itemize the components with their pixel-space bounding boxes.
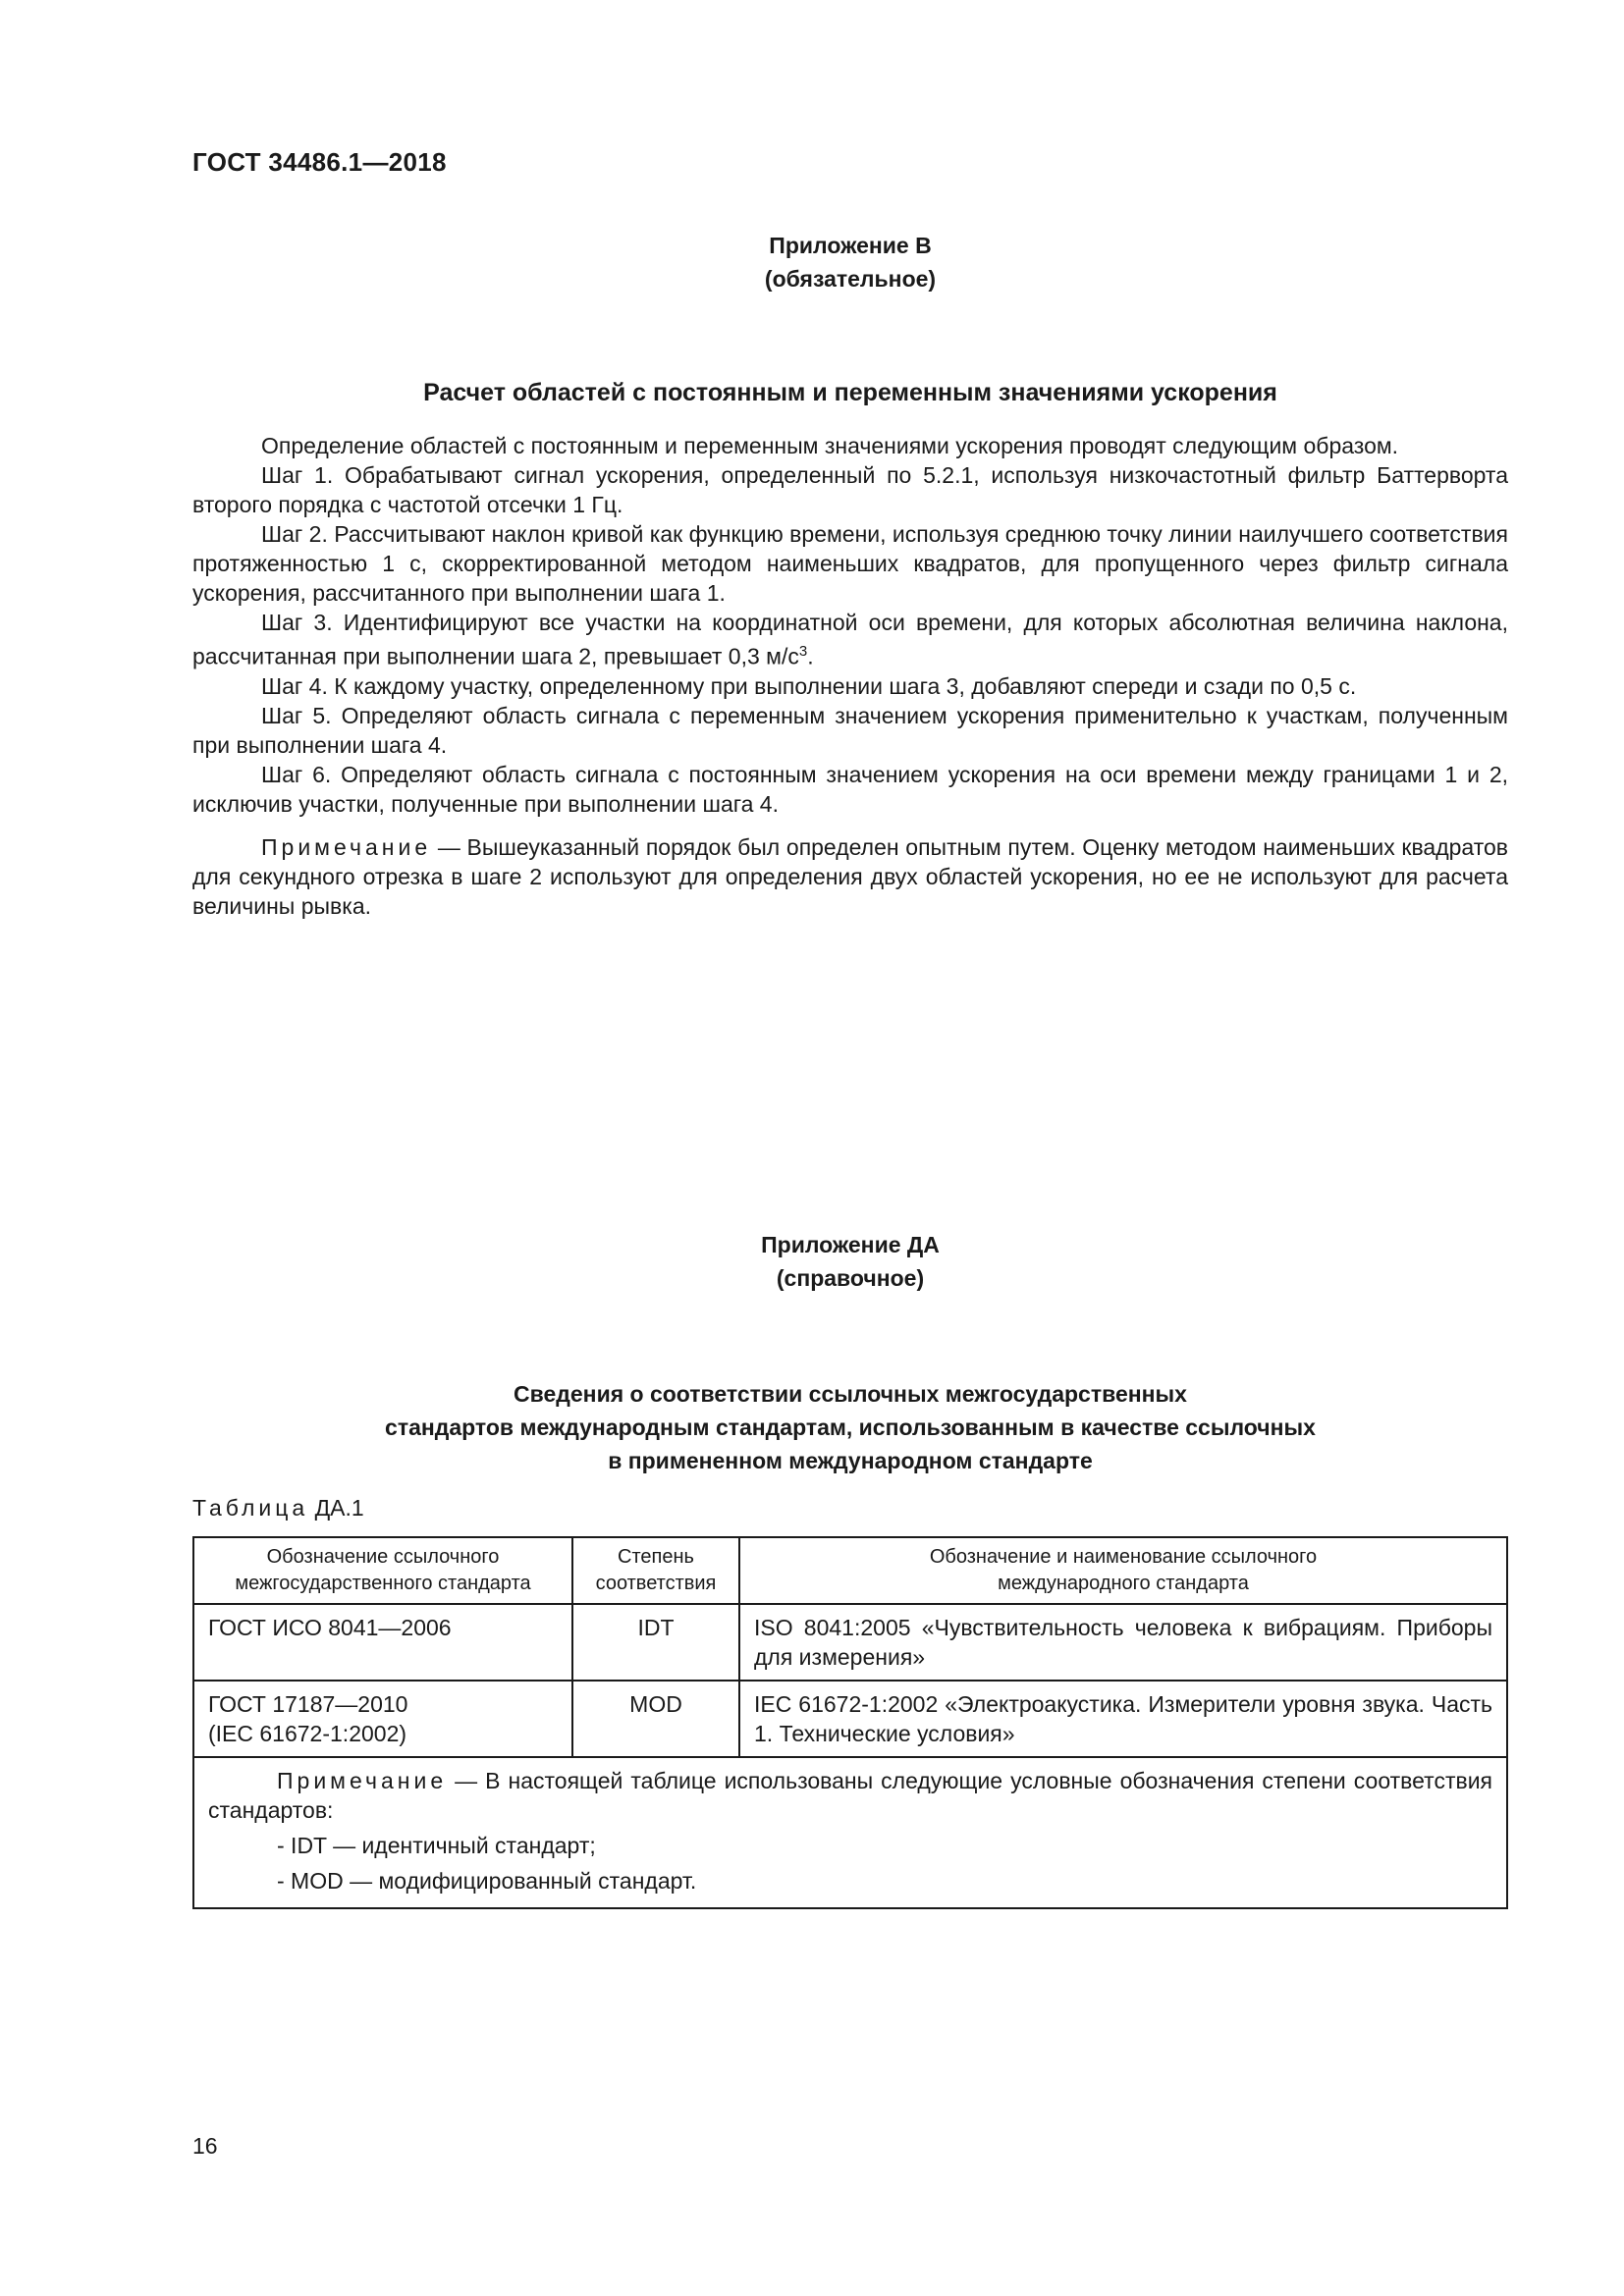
table-note-cell bbox=[193, 1757, 1507, 1908]
annex-b-status: (обязательное) bbox=[764, 266, 937, 292]
note-text: — Вышеуказанный порядок был определен опытным путем. Оценку методом наименьших квадратов для секундного отрезка в шаге 2 используют для определения двух областей ускорения, но ее не используют для расчета величины рывка. bbox=[192, 833, 1508, 919]
note-list-item: - IDT — идентичный стандарт; bbox=[277, 1833, 596, 1858]
gost-line: (IEC 61672-1:2002) bbox=[208, 1721, 407, 1746]
annex-b-paragraph: Шаг 5. Определяют область сигнала с переменным значением ускорения применительно к участкам, полученным при выполнении шага 4. bbox=[192, 702, 1508, 758]
table-row bbox=[193, 1681, 1507, 1757]
gost-cell bbox=[193, 1604, 572, 1681]
header-line: межгосударственного стандарта bbox=[235, 1573, 531, 1594]
step3-text: Шаг 3. Идентифицируют все участки на координатной оси времени, для которых абсолютная величина наклона, рассчитанная при выполнении шага 2, превышает 0,3 м/с bbox=[192, 610, 1508, 669]
note-label: Примечание bbox=[277, 1768, 448, 1793]
annex-b-paragraph-step3 bbox=[192, 608, 1508, 671]
annex-da-title-block bbox=[192, 1228, 1508, 1295]
step3-end: . bbox=[807, 643, 814, 669]
annex-b-title-block bbox=[192, 229, 1508, 295]
gost-line: ГОСТ ИСО 8041—2006 bbox=[208, 1615, 452, 1640]
note-text: — В настоящей таблице использованы следующие условные обозначения степени соответствия стандартов: bbox=[208, 1768, 1492, 1823]
gost-cell bbox=[193, 1681, 572, 1757]
annex-b-paragraph: Шаг 6. Определяют область сигнала с постоянным значением ускорения на оси времени между границами 1 и 2, исключив участки, полученные при выполнении шага 4. bbox=[192, 761, 1508, 817]
table-header-row bbox=[193, 1537, 1507, 1604]
note-list-item: - MOD — модифицированный стандарт. bbox=[277, 1868, 697, 1894]
annex-b-heading: Расчет областей с постоянным и переменным значениями ускорения bbox=[423, 379, 1277, 406]
annex-b-body bbox=[192, 431, 1508, 921]
gost-line: ГОСТ 17187—2010 bbox=[208, 1691, 408, 1717]
header-cell bbox=[572, 1537, 739, 1604]
header-cell bbox=[193, 1537, 572, 1604]
degree-cell: IDT bbox=[572, 1604, 739, 1681]
table-id: ДА.1 bbox=[308, 1495, 364, 1521]
header-cell bbox=[739, 1537, 1507, 1604]
header-line: международного стандарта bbox=[998, 1573, 1249, 1594]
table-note bbox=[208, 1766, 1492, 1825]
header-line: Обозначение и наименование ссылочного bbox=[929, 1546, 1318, 1568]
annex-da-heading-line: Сведения о соответствии ссылочных межгосударственных bbox=[514, 1381, 1187, 1407]
annex-da-heading-line: стандартов международным стандартам, использованным в качестве ссылочных bbox=[385, 1415, 1316, 1440]
annex-da-heading bbox=[192, 1377, 1508, 1477]
document-code: ГОСТ 34486.1—2018 bbox=[192, 147, 447, 177]
annex-b-note bbox=[192, 832, 1508, 921]
intl-cell: ISO 8041:2005 «Чувствительность человека к вибрациям. Приборы для измерения» bbox=[739, 1604, 1507, 1681]
note-label: Примечание bbox=[261, 833, 432, 860]
table-label: Таблица bbox=[192, 1495, 309, 1521]
step3-superscript: 3 bbox=[798, 643, 808, 660]
annex-da-status: (справочное) bbox=[776, 1265, 925, 1291]
intl-cell: IEC 61672-1:2002 «Электроакустика. Измерители уровня звука. Часть 1. Технические условия» bbox=[739, 1681, 1507, 1757]
annex-b-paragraph: Определение областей с постоянным и переменным значениями ускорения проводят следующим образом. bbox=[261, 433, 1399, 458]
annex-b-title: Приложение В bbox=[769, 233, 932, 258]
table-caption bbox=[192, 1495, 364, 1522]
header-line: соответствия bbox=[595, 1573, 717, 1594]
header-line: Обозначение ссылочного bbox=[266, 1546, 500, 1568]
degree-cell: MOD bbox=[572, 1681, 739, 1757]
annex-b-paragraph: Шаг 2. Рассчитывают наклон кривой как функцию времени, используя среднюю точку линии наилучшего соответствия протяженностью 1 с, скорректированной методом наименьших квадратов, для пропущенного через фильтр сигнала ускорения, рассчитанного при выполнении шага 1. bbox=[192, 521, 1508, 606]
table-row bbox=[193, 1604, 1507, 1681]
header-line: Степень bbox=[618, 1546, 694, 1568]
annex-da-title: Приложение ДА bbox=[761, 1232, 940, 1257]
page-number: 16 bbox=[192, 2133, 218, 2159]
annex-da-heading-line: в примененном международном стандарте bbox=[608, 1448, 1093, 1473]
reference-standards-table bbox=[192, 1536, 1508, 1909]
annex-b-paragraph: Шаг 1. Обрабатывают сигнал ускорения, определенный по 5.2.1, используя низкочастотный фильтр Баттерворта второго порядка с частотой отсечки 1 Гц. bbox=[192, 462, 1508, 517]
table-note-row bbox=[193, 1757, 1507, 1908]
annex-b-paragraph: Шаг 4. К каждому участку, определенному при выполнении шага 3, добавляют спереди и сзади по 0,5 с. bbox=[261, 672, 1357, 699]
